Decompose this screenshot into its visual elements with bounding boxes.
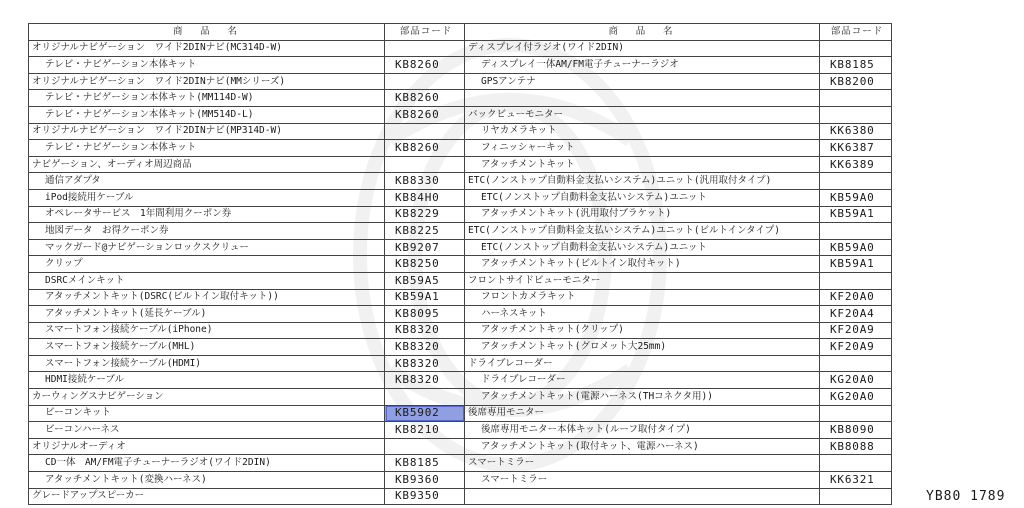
- part-code: [820, 455, 892, 472]
- product-name: スマートフォン接続ケーブル(MHL): [29, 339, 385, 356]
- product-name: 通信アダプタ: [29, 173, 385, 190]
- part-code: KB59A1: [820, 206, 892, 223]
- category-name: グレードアップスピーカー: [29, 488, 385, 505]
- product-name: アタッチメントキット(クリップ): [465, 322, 820, 339]
- part-code: KB8320: [385, 339, 465, 356]
- category-row: [29, 40, 465, 57]
- category-row: [29, 488, 465, 505]
- part-code: KK6321: [820, 472, 892, 489]
- part-code: [385, 73, 465, 90]
- part-code: [820, 40, 892, 57]
- table-row: [29, 272, 465, 289]
- table-row: [465, 472, 892, 489]
- table-row: [29, 372, 465, 389]
- part-code: KB8320: [385, 355, 465, 372]
- product-name: テレビ・ナビゲーション本体キット(MM114D-W): [29, 90, 385, 107]
- part-code: [385, 156, 465, 173]
- part-code: KB59A0: [820, 239, 892, 256]
- category-row: [29, 438, 465, 455]
- product-name: ビーコンハーネス: [29, 422, 385, 439]
- product-name: アタッチメントキット(汎用取付ブラケット): [465, 206, 820, 223]
- category-name: ナビゲーション、オーディオ周辺商品: [29, 156, 385, 173]
- product-name: リヤカメラキット: [465, 123, 820, 140]
- table-row: [29, 306, 465, 323]
- product-name: ハーネスキット: [465, 306, 820, 323]
- table-row: [465, 389, 892, 406]
- table-row: [29, 106, 465, 123]
- table-row: [29, 223, 465, 240]
- product-name: クリップ: [29, 256, 385, 273]
- product-name: DSRCメインキット: [29, 272, 385, 289]
- part-code: KB8200: [820, 73, 892, 90]
- table-row: [29, 339, 465, 356]
- category-row: [465, 173, 892, 190]
- part-code: KG20A0: [820, 389, 892, 406]
- part-code: KF20A4: [820, 306, 892, 323]
- header-part-code: 部品コード: [385, 24, 465, 41]
- product-name: アタッチメントキット(変換ハーネス): [29, 472, 385, 489]
- table-row: [29, 57, 465, 74]
- header-product-name: 商 品 名: [29, 24, 385, 41]
- table-row: [465, 372, 892, 389]
- part-code: [820, 488, 892, 505]
- table-row: [29, 239, 465, 256]
- table-row: [465, 73, 892, 90]
- part-code: [820, 272, 892, 289]
- table-row: [29, 422, 465, 439]
- product-name: テレビ・ナビゲーション本体キット: [29, 57, 385, 74]
- product-name: オペレータサービス 1年間利用クーポン券: [29, 206, 385, 223]
- product-name: CD一体 AM/FM電子チューナーラジオ(ワイド2DIN): [29, 455, 385, 472]
- part-code: [820, 173, 892, 190]
- product-name: アタッチメントキット(DSRC(ビルトイン取付キット)): [29, 289, 385, 306]
- part-code: KF20A0: [820, 289, 892, 306]
- table-row: [29, 140, 465, 157]
- part-code: KB8260: [385, 90, 465, 107]
- part-code: KB8185: [820, 57, 892, 74]
- product-name: フロントカメラキット: [465, 289, 820, 306]
- product-name: ディスプレイ一体AM/FM電子チューナーラジオ: [465, 57, 820, 74]
- product-name: [465, 90, 820, 107]
- product-name: 後席専用モニター本体キット(ルーフ取付タイプ): [465, 422, 820, 439]
- product-name: アタッチメントキット(電源ハーネス(THコネクタ用)): [465, 389, 820, 406]
- product-name: フィニッシャーキット: [465, 140, 820, 157]
- category-row: [465, 355, 892, 372]
- category-name: ETC(ノンストップ自動料金支払いシステム)ユニット(汎用取付タイプ): [465, 173, 820, 190]
- part-code: [385, 438, 465, 455]
- part-code: KB59A1: [820, 256, 892, 273]
- table-row: [29, 90, 465, 107]
- table-row: [29, 256, 465, 273]
- table-row: [465, 289, 892, 306]
- part-code: [820, 90, 892, 107]
- product-name: GPSアンテナ: [465, 73, 820, 90]
- category-name: バックビューモニター: [465, 106, 820, 123]
- table-row: [465, 123, 892, 140]
- part-code: KB8229: [385, 206, 465, 223]
- table-row: [29, 472, 465, 489]
- table-row: [465, 90, 892, 107]
- category-row: [465, 455, 892, 472]
- parts-table-right: [464, 23, 892, 505]
- product-name: アタッチメントキット(取付キット、電源ハーネス): [465, 438, 820, 455]
- category-row: [465, 40, 892, 57]
- category-name: オリジナルナビゲーション ワイド2DINナビ(MMシリーズ): [29, 73, 385, 90]
- part-code: KB8225: [385, 223, 465, 240]
- table-row: [465, 189, 892, 206]
- header-product-name: 商 品 名: [465, 24, 820, 41]
- part-code: [820, 223, 892, 240]
- part-code: KF20A9: [820, 322, 892, 339]
- product-name: ドライブレコーダー: [465, 372, 820, 389]
- product-name: 地図データ お得クーポン券: [29, 223, 385, 240]
- category-name: オリジナルナビゲーション ワイド2DINナビ(MP314D-W): [29, 123, 385, 140]
- part-code: [385, 389, 465, 406]
- part-code: KK6387: [820, 140, 892, 157]
- category-name: オリジナルナビゲーション ワイド2DINナビ(MC314D-W): [29, 40, 385, 57]
- header-part-code: 部品コード: [820, 24, 892, 41]
- part-code: KB8320: [385, 372, 465, 389]
- table-row: [465, 322, 892, 339]
- part-code: KB8330: [385, 173, 465, 190]
- part-code: KB9360: [385, 472, 465, 489]
- product-name: ETC(ノンストップ自動料金支払いシステム)ユニット: [465, 239, 820, 256]
- table-row: [29, 289, 465, 306]
- part-code: [820, 106, 892, 123]
- table-row: [29, 405, 465, 422]
- part-code: KK6389: [820, 156, 892, 173]
- category-row: [465, 106, 892, 123]
- table-row: [465, 156, 892, 173]
- table-row: [465, 422, 892, 439]
- category-row: [465, 405, 892, 422]
- part-code: KB8320: [385, 322, 465, 339]
- product-name: テレビ・ナビゲーション本体キット: [29, 140, 385, 157]
- table-row: [465, 256, 892, 273]
- part-code: KB8088: [820, 438, 892, 455]
- table-row: [29, 455, 465, 472]
- product-name: ETC(ノンストップ自動料金支払いシステム)ユニット: [465, 189, 820, 206]
- category-name: ディスプレイ付ラジオ(ワイド2DIN): [465, 40, 820, 57]
- part-code: KB84H0: [385, 189, 465, 206]
- part-code: KB9350: [385, 488, 465, 505]
- category-row: [29, 156, 465, 173]
- product-name: マックガード@ナビゲーションロックスクリュー: [29, 239, 385, 256]
- table-row: [29, 355, 465, 372]
- part-code: KB9207: [385, 239, 465, 256]
- part-code: KB8210: [385, 422, 465, 439]
- table-row: [29, 322, 465, 339]
- table-row: [29, 206, 465, 223]
- part-code: KF20A9: [820, 339, 892, 356]
- product-name: スマートフォン接続ケーブル(HDMI): [29, 355, 385, 372]
- document-number: YB80 1789: [926, 489, 1006, 504]
- product-name: アタッチメントキット(グロメット大25mm): [465, 339, 820, 356]
- part-code: [820, 355, 892, 372]
- part-code: [385, 123, 465, 140]
- product-name: テレビ・ナビゲーション本体キット(MM514D-L): [29, 106, 385, 123]
- part-code: KG20A0: [820, 372, 892, 389]
- product-name: スマートフォン接続ケーブル(iPhone): [29, 322, 385, 339]
- category-name: ドライブレコーダー: [465, 355, 820, 372]
- product-name: アタッチメントキット: [465, 156, 820, 173]
- category-name: フロントサイドビューモニター: [465, 272, 820, 289]
- part-code: KB59A1: [385, 289, 465, 306]
- table-row: [465, 306, 892, 323]
- product-name: スマートミラー: [465, 472, 820, 489]
- table-row: [465, 206, 892, 223]
- table-row: [465, 488, 892, 505]
- table-row: [465, 239, 892, 256]
- table-row: [465, 438, 892, 455]
- part-code: KB59A0: [820, 189, 892, 206]
- part-code-selected: KB5902: [385, 405, 465, 422]
- category-name: スマートミラー: [465, 455, 820, 472]
- part-code: [820, 405, 892, 422]
- part-code: KB8185: [385, 455, 465, 472]
- part-code: KB59A5: [385, 272, 465, 289]
- product-name: アタッチメントキット(ビルトイン取付キット): [465, 256, 820, 273]
- part-code: KB8260: [385, 106, 465, 123]
- part-code: KB8095: [385, 306, 465, 323]
- product-name: ビーコンキット: [29, 405, 385, 422]
- category-name: ETC(ノンストップ自動料金支払いシステム)ユニット(ビルトインタイプ): [465, 223, 820, 240]
- category-row: [465, 223, 892, 240]
- category-row: [29, 73, 465, 90]
- product-name: [465, 488, 820, 505]
- part-code: [385, 40, 465, 57]
- category-name: カーウィングスナビゲーション: [29, 389, 385, 406]
- part-code: KB8090: [820, 422, 892, 439]
- table-row: [29, 173, 465, 190]
- table-row: [465, 57, 892, 74]
- category-name: オリジナルオーディオ: [29, 438, 385, 455]
- part-code: KK6380: [820, 123, 892, 140]
- table-row: [29, 189, 465, 206]
- product-name: アタッチメントキット(延長ケーブル): [29, 306, 385, 323]
- category-row: [465, 272, 892, 289]
- part-code: KB8250: [385, 256, 465, 273]
- product-name: iPod接続用ケーブル: [29, 189, 385, 206]
- parts-table-left: [28, 23, 465, 505]
- category-name: 後席専用モニター: [465, 405, 820, 422]
- product-name: HDMI接続ケーブル: [29, 372, 385, 389]
- category-row: [29, 123, 465, 140]
- category-row: [29, 389, 465, 406]
- table-row: [465, 140, 892, 157]
- part-code: KB8260: [385, 57, 465, 74]
- part-code: KB8260: [385, 140, 465, 157]
- table-row: [465, 339, 892, 356]
